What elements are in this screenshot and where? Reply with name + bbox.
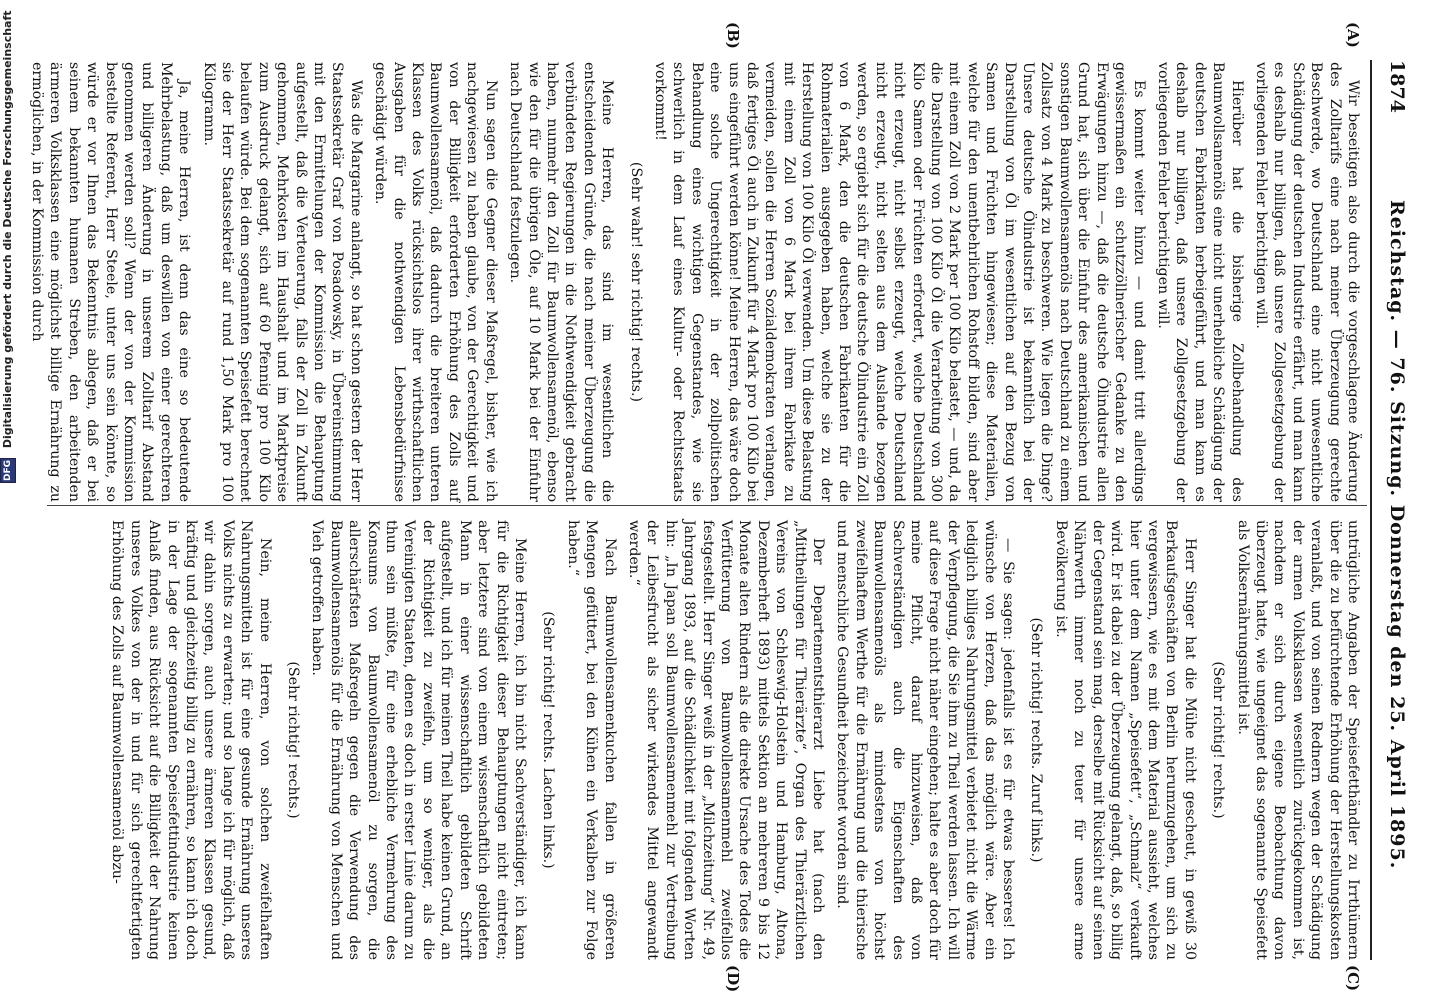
paragraph: Es kommt weiter hinzu — und damit tritt allerdings gewissermaßen ein schutzzöllnerischer Gedanke zu den Erwägungen hinzu —, daß die deutsche Ölindustrie allen Grund hat, sich über die Einfuhr des amerikanischen und sonstigen Baumwollensamenöls nach Deutschland zu einem Zollsatz von 4 Mark zu beschweren. Wie liegen die Dinge? Unsere deutsche Ölindustrie ist bekanntlich bei der Darstellung von Öl im wesentlichen auf den Bezug von Samen und Früchten hingewiesen; diese Materialien, welche für den unentbehrlichen Rohstoff bilden, sind aber mit einem Zoll von 2 Mark per 100 Kilo belastet, — und, da die Darstellung von 100 Kilo Öl die Verarbeitung von 300 Kilo Samen oder Früchten erfordert, welche Deutschland nicht erzeugt, nicht selbst erzeugt, welche Deutschland nicht erzeugt, nicht selten aus dem Auslande bezogen werden, so ergiebt sich für die deutsche Ölindustrie ein Zoll von 6 Mark, den die deutschen Fabrikanten für die Rohmaterialien ausgegeben haben, welche sie zu der Herstellung von 100 Kilo Öl verwenden. Um diese Belastung mit einem Zoll von 6 Mark bei ihrem Fabrikate zu vermeiden, sollen die Herren Sozialdemokraten verlangen, daß fertiges Öl auch in Zukunft für 4 Mark pro 100 Kilo bei uns eingeführt werden könne! Meine Herren, das wäre doch eine solche Ungerechtigkeit in der zollpolitischen Behandlung eines wichtigen Gegenstandes, wie sie schwerlich in dem Lauf eines Kultur- oder Rechtsstaats vorkommt! [651,62,1147,502]
paragraph: untrügliche Angaben der Speisefetthändler zu Irrthümern über die zu befürchtende Erhöhung der Herstellungskosten veranlaßt, und von seinen Rednern wegen der Schädigung der armen Volksklassen wesentlich zurückgekommen ist, nachdem er sich durch eigene Beobachtung davon überzeugt hatte, wie ungeeignet das sogenannte Speisefett als Volksernährungsmittel ist. [1234,520,1361,960]
paragraph: Nun sagen die Gegner dieser Maßregel, bisher, wie ich nachgewiesen zu haben glaube, von der Gerechtigkeit und von der Billigkeit erforderten Erhöhung des Zolls auf Baumwollensamenöl, daß dadurch die breiteren unteren Klassen des Volks rücksichtslos ihrer wirthschaftlichen Ausgaben für die nothwendigen Lebensbedürfnisse geschädigt würden. [372,62,499,502]
interjection: (Sehr richtig! rechts.) [1210,661,1227,819]
margin-marker-b: (B) [724,22,742,49]
document-page [28,0,1422,1000]
interjection: (Sehr richtig! rechts. Lachen links.) [540,611,557,869]
right-column [102,520,1362,960]
margin-marker-a: (A) [1344,22,1362,48]
digitization-credit [0,10,22,990]
paragraph: Meine Herren, ich bin nicht Sachverständiger, ich kann für die Richtigkeit dieser Behauptungen nicht eintreten; aber letztere sind von einem wissenschaftlich gebildeten Mann in einer wissenschaftlich gebildeten Schrift aufgestellt, und ich für meinen Theil habe keinen Grund, an der Richtigkeit zu zweifeln, um so weniger, als die Vereinigten Staaten, denen es doch in erster Linie darum zu thun sein müßte, für eine erhebliche Vermehrung des Konsums von Baumwollensamenöl zu sorgen, die allerschärfsten Maßregeln gegen die Verwendung des Baumwollensamenöls für die Ernährung von Menschen und Vieh getroffen haben. [309,520,528,960]
dfg-logo: DFG [0,458,16,483]
interjection: (Sehr wahr! sehr richtig! rechts.) [627,161,644,403]
paragraph: Meine Herren, das sind im wesentlichen die entscheidenden Gründe, die nach meiner Überzeugung die verbündeten Regierungen in die Nothwendigkeit gebracht haben, nunmehr den Zoll für Baumwollensamenöl, ebenso wie den für die übrigen Öle, auf 10 Mark bei der Einfuhr nach Deutschland festzulegen. [507,62,616,502]
paragraph: Nach Baumwollensamenkuchen fallen in größeren Mengen gefüttert, bei den Kühen ein Verkalben zur Folge haben.“ [564,520,618,960]
header-rule [1370,60,1372,960]
paragraph: Was die Margarine anlangt, so hat schon gestern der Herr Staatssekretär Graf von Posadowsky, in Übereinstimmung mit den Ermittelungen der Kommission die Behauptung aufgestellt, daß die Verteuerung, falls der Zoll in Zukunft gehommen, Mehrkosten im Haushalt und im Marktpreise zum Ausdruck gelangt, sich auf 60 Pfennig pro 100 Kilo belaufen würde. Bei dem sogenannten Speisefett berechnet sie der Herr Staatssekretär auf rund 1,50 Mark pro 100 Kilogramm. [200,62,364,502]
credit-text: Digitalisierung gefördert durch die Deutsche Forschungsgemeinschaft [1,10,14,448]
paragraph: Nein, meine Herren, von solchen zweifelhaften Nahrungsmitteln ist für eine gesunde Ernährung unseres Volks nichts zu erwarten; und so lange ich für möglich, daß wir dahin sorgen, auch unsere ärmeren Klassen gesund, kräftig und gleichzeitig billig zu ernähren, so kann ich doch in der Lage der sogenannten Speisefettindustrie keinen Anlaß finden, aus Rücksicht auf die Billigkeit der Nahrung unseres Volkes von der in und für sich gerechtfertigten Erhöhung des Zolls auf Baumwollensamenöl abzu- [109,520,273,960]
page-number: 1874 [1386,60,1408,113]
paragraph: — Sie sagen: jedenfalls ist es für etwas besseres! Ich wünsche von Herzen, daß das möglich wäre. Aber ein lediglich billiges Nahrungsmittel verbietet nicht die Wärme der Verpflegung, die Sie ihm zu Theil werden lassen. Ich will auf diese Frage nicht näher eingehen; halte es aber doch für meine Pflicht, darauf hinzuweisen, daß von Sachverständigen auch die Eigenschaften des Baumwollensamenöls als mindestens von höchst zweifelhaftem Werthe für die Ernährung und die thierische und menschliche Gesundheit bezeichnet worden sind. [834,520,1017,960]
left-column [22,62,1362,502]
paragraph: Wir beseitigen also durch die vorgeschlagene Änderung des Zolltarifs eine nach meiner Überzeugung gerechte Beschwerde, wo Deutschland eine nicht unwesentliche Schädigung der deutschen Industrie erfährt, und man kann es deshalb nur billigen, daß unsere Zollgesetzgebung der vorliegenden Fehler berichtigen will. [1252,62,1361,502]
margin-marker-d: (D) [724,965,742,993]
paragraph: Ja, meine Herren, ist denn das eine so bedeutende Mehrbelastung, daß um deswillen von einer gerechteren und billigeren Änderung in unserem Zolltarif Abstand genommen werden soll? Wenn der von der Kommission bestellte Referent, Herr Steele, unter uns sein könnte, so würde er vor Ihnen das Bekenntnis ablegen, daß er bei seinem bekannten humanen Streben, den arbeitenden ärmeren Volksklassen eine möglichst billige Ernährung zu ermöglichen, in der Kommission durch [28,62,193,502]
interjection: (Sehr richtig! rechts. Zuruf links.) [1028,617,1045,863]
paragraph: Hierüber hat die bisherige Zollbehandlung des Baumwollsamenöls eine nicht unerhebliche Schädigung der deutschen Fabrikanten herbeigeführt, und man kann es deshalb nur billigen, daß unsere Zollgesetzgebung der vorliegenden Fehler berichtigen will. [1154,62,1245,502]
paragraph: Herr Singer hat die Mühe nicht gescheut, in gewiß 30 Berkaufsgeschäften von Berlin herumzugehen, um sich zu vergewissern, wie es mit dem Material aussieht, welches hier unter dem Namen „Speisefett“, „Schmalz“ verkauft wird. Er ist dabei zu der Überzeugung gelangt, daß, so billig der Gegenstand sein mag, derselbe mit Rücksicht auf seinen Nährwerth immer noch zu teuer für unsere arme Bevölkerung ist. [1052,520,1198,960]
margin-marker-c: (C) [1344,965,1362,992]
column-divider [47,505,1367,506]
page-title: Reichstag. — 76. Sitzung. Donnerstag den 25. April 1895. [1386,200,1408,870]
page-header [1374,60,1414,940]
interjection: (Sehr richtig! rechts.) [285,661,302,819]
paragraph: Der Departementsthierarzt Liebe hat (nach den „Mittheilungen für Thierärzte“, Organ des Thierärztlichen Vereins von Schleswig-Holstein und Hamburg, Altona, Dezemberheft 1893) mittels Sektion an mehreren 9 bis 12 Monate alten Rindern als die direkte Ursache des Todes die Verfütterung von Baumwollensamenmehl zweifellos festgestellt. Herr Singer weiß in der „Milchzeitung“ Nr. 49, Jahrgang 1893, auf die Schädlichkeit mit folgenden Worten hin: „In Japan soll Baumwollensamenmehl zur Vertreibung der Leibesfrucht als sicher wirkendes Mittel angewandt werden.“ [625,520,827,960]
